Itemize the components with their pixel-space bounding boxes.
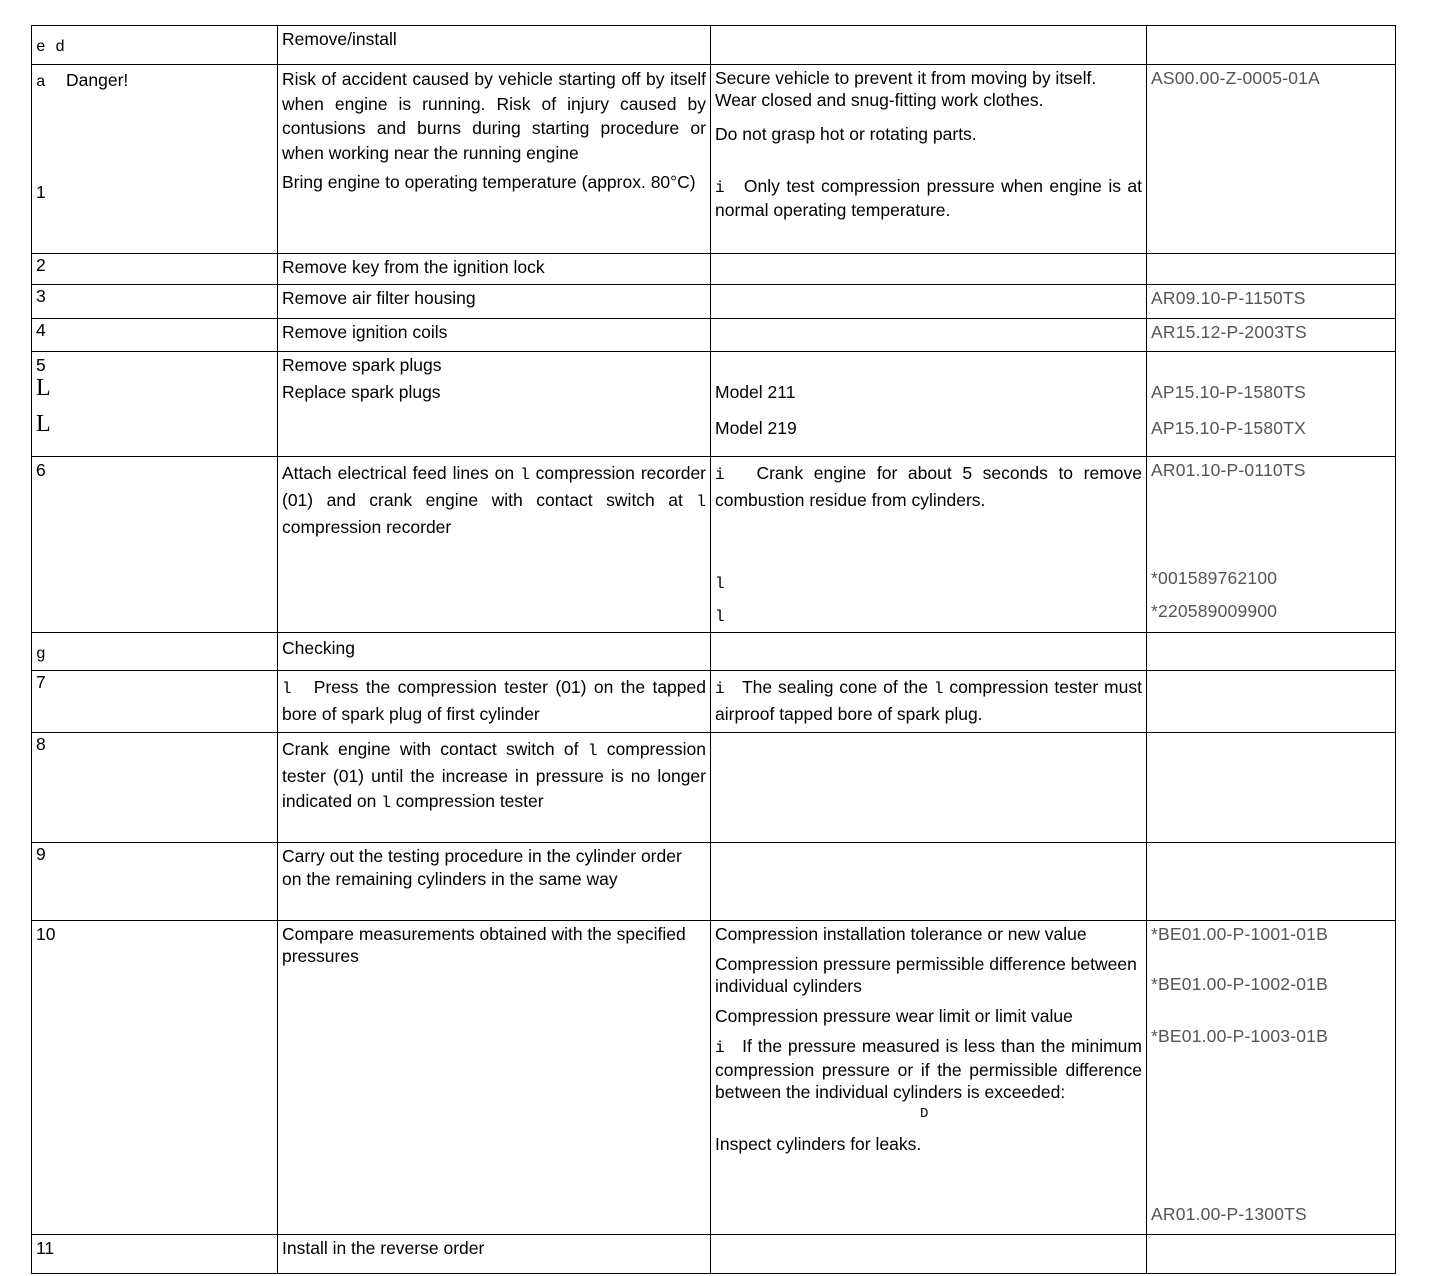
tool-reference-link[interactable]: *001589762100 xyxy=(1151,568,1278,588)
table-row xyxy=(32,1235,1396,1274)
procedure-table xyxy=(31,25,1396,1274)
danger-measure-secure: Secure vehicle to prevent it from moving by itself. xyxy=(715,68,1097,88)
tool-icon: l xyxy=(520,466,530,484)
header-title-cell xyxy=(278,26,711,65)
step-number: 9 xyxy=(36,844,46,864)
reference-link[interactable]: AP15.10-P-1580TS xyxy=(1151,382,1306,402)
tool-icon: l xyxy=(587,742,598,760)
step-text: Bring engine to operating temperature (approx. 80°C) xyxy=(282,172,696,192)
danger-icon: a xyxy=(36,73,46,91)
substep-l-icon: L xyxy=(36,411,51,437)
table-row xyxy=(32,254,1396,285)
step-note: Crank engine for about 5 seconds to remove combustion residue from cylinders. xyxy=(715,463,1142,510)
table-row-danger xyxy=(32,65,1396,254)
section-title-checking: Checking xyxy=(282,638,355,658)
step-number: 8 xyxy=(36,734,46,754)
danger-measure-hot-parts: Do not grasp hot or rotating parts. xyxy=(715,124,977,144)
danger-reference-link[interactable]: AS00.00-Z-0005-01A xyxy=(1151,68,1320,88)
step-note: Only test compression pressure when engine is at normal operating temperature. xyxy=(715,176,1143,220)
arrow-icon: D xyxy=(920,1106,929,1122)
table-row xyxy=(32,733,1396,843)
step-text: Crank engine with contact switch of xyxy=(282,739,579,759)
step-text: Remove air filter housing xyxy=(282,288,476,308)
step-number: 7 xyxy=(36,672,46,692)
step-text: Install in the reverse order xyxy=(282,1238,485,1258)
step-number: 11 xyxy=(36,1238,55,1258)
remove-install-symbols: e d xyxy=(36,38,65,56)
danger-risk-text: Risk of accident caused by vehicle starting off by itself when engine is running. Risk of injury caused by contusions and burns during starting procedure or when working near the running engine xyxy=(282,69,706,163)
danger-cell xyxy=(32,65,278,254)
action-text: Inspect cylinders for leaks. xyxy=(715,1134,922,1154)
step-text: Remove ignition coils xyxy=(282,322,448,342)
substep-text: Replace spark plugs xyxy=(282,382,441,402)
table-row-checking xyxy=(32,633,1396,671)
reference-link[interactable]: AR09.10-P-1150TS xyxy=(1151,288,1306,308)
table-row xyxy=(32,671,1396,733)
step-text: Compare measurements obtained with the specified pressures xyxy=(282,924,686,966)
step-text: compression tester (01) until the increase in pressure is no longer indicated on xyxy=(282,739,706,811)
table-row xyxy=(32,457,1396,633)
spec-reference-link[interactable]: *BE01.00-P-1003-01B xyxy=(1151,1026,1328,1046)
step-number: 10 xyxy=(36,924,56,944)
section-title-remove-install: Remove/install xyxy=(282,29,397,49)
step-text: compression recorder xyxy=(282,517,452,537)
step-text: compression recorder (01) and crank engine with contact switch at xyxy=(282,463,706,510)
step-number: 2 xyxy=(36,255,46,275)
step-number: 3 xyxy=(36,286,46,306)
tool-icon: l xyxy=(715,575,725,593)
table-row xyxy=(32,921,1396,1235)
checking-icon: g xyxy=(36,645,46,663)
model-label: Model 211 xyxy=(715,382,796,402)
step-text: compression tester xyxy=(395,791,544,811)
tool-reference-link[interactable]: *220589009900 xyxy=(1151,601,1278,621)
table-row xyxy=(32,285,1396,319)
info-icon: i xyxy=(715,680,725,698)
step-number: 4 xyxy=(36,320,46,340)
spec-label: Compression pressure permissible difference between individual cylinders xyxy=(715,954,1137,996)
table-row xyxy=(32,319,1396,352)
step-note: If the pressure measured is less than the minimum compression pressure or if the permissible difference between the individual cylinders is exceeded: xyxy=(715,1036,1142,1102)
info-icon: i xyxy=(715,179,725,197)
tool-icon: l xyxy=(696,493,706,511)
reference-link[interactable]: AP15.10-P-1580TX xyxy=(1151,418,1306,438)
header-symbol-cell xyxy=(32,26,278,65)
table-row xyxy=(32,352,1396,457)
table-row-header xyxy=(32,26,1396,65)
step-text: Carry out the testing procedure in the cylinder order on the remaining cylinders in the same way xyxy=(282,846,682,889)
step-number: 5 xyxy=(36,355,46,375)
spec-reference-link[interactable]: *BE01.00-P-1001-01B xyxy=(1151,924,1328,944)
substep-l-icon: L xyxy=(36,375,51,401)
step-note: The sealing cone of the xyxy=(741,677,928,697)
danger-label: Danger! xyxy=(66,70,129,90)
spec-reference-link[interactable]: *BE01.00-P-1002-01B xyxy=(1151,974,1328,994)
step-number: 1 xyxy=(36,182,46,202)
tool-icon: l xyxy=(282,680,292,698)
tool-icon: l xyxy=(933,680,944,698)
info-icon: i xyxy=(715,1039,725,1057)
step-text: Remove key from the ignition lock xyxy=(282,257,545,277)
step-text: Remove spark plugs xyxy=(282,355,442,375)
model-label: Model 219 xyxy=(715,418,797,438)
table-row xyxy=(32,843,1396,921)
info-icon: i xyxy=(715,466,725,484)
tool-icon: l xyxy=(381,794,391,812)
spec-label: Compression pressure wear limit or limit value xyxy=(715,1006,1073,1026)
reference-link[interactable]: AR15.12-P-2003TS xyxy=(1151,322,1307,342)
action-reference-link[interactable]: AR01.00-P-1300TS xyxy=(1151,1204,1307,1224)
reference-link[interactable]: AR01.10-P-0110TS xyxy=(1151,460,1306,480)
step-note: compression tester must airproof tapped bore of spark plug. xyxy=(715,677,1142,724)
spec-label: Compression installation tolerance or new value xyxy=(715,924,1087,944)
danger-measure-clothes: Wear closed and snug-fitting work clothes. xyxy=(715,90,1044,110)
step-text: Attach electrical feed lines on xyxy=(282,463,515,483)
step-number: 6 xyxy=(36,460,46,480)
step-text: Press the compression tester (01) on the tapped bore of spark plug of first cylinder xyxy=(282,677,706,724)
tool-icon: l xyxy=(715,608,725,626)
